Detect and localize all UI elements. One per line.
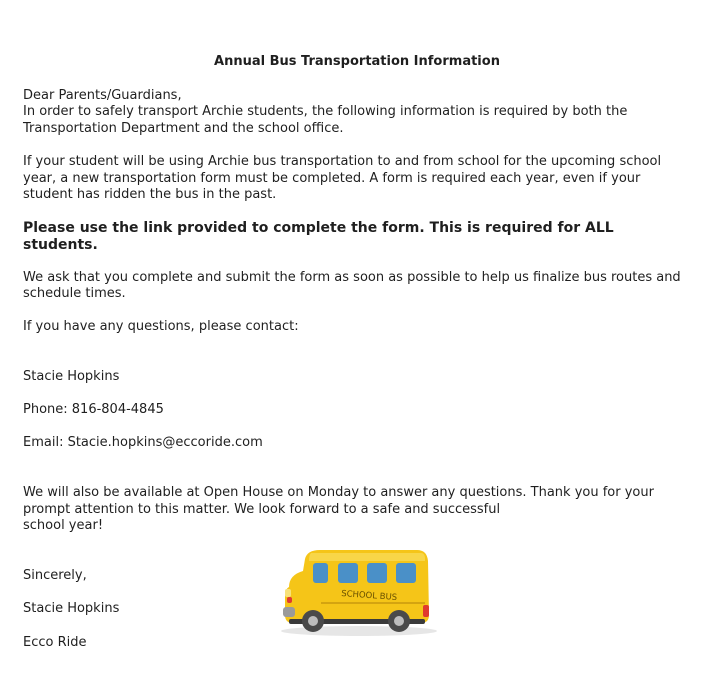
bus-window xyxy=(313,563,328,583)
emphasis-paragraph: Please use the link provided to complete the form. This is required for ALL students. xyxy=(23,220,614,253)
contact-phone: Phone: 816-804-4845 xyxy=(23,402,164,418)
closing: Sincerely, xyxy=(23,568,87,584)
bus-window xyxy=(367,563,387,583)
submit-paragraph: We ask that you complete and submit the form as soon as possible to help us finalize bus routes and schedule times. xyxy=(23,269,681,302)
requirement-paragraph: If your student will be using Archie bus transportation to and from school for the upcoming school year, a new transportation form must be completed. A form is required each year, even if your student has ridden the bus in the past. xyxy=(23,153,662,203)
bus-window xyxy=(396,563,416,583)
open-house-paragraph: We will also be available at Open House on Monday to answer any questions. Thank you for your prompt attention to this matter. We look forward to a safe and successful school year! xyxy=(23,485,654,534)
signature-org: Ecco Ride xyxy=(23,634,87,650)
bus-tail-light xyxy=(423,605,429,617)
contact-email: Email: Stacie.hopkins@eccoride.com xyxy=(23,435,263,451)
school-bus-icon xyxy=(275,545,440,640)
greeting-paragraph: Dear Parents/Guardians, In order to safely transport Archie students, the following information is required by both the Transportation Department and the school office. xyxy=(23,87,628,136)
bus-label: SCHOOL BUS xyxy=(340,589,398,603)
contact-name: Stacie Hopkins xyxy=(23,369,120,385)
contact-block xyxy=(23,353,683,469)
letter-title: Annual Bus Transportation Information xyxy=(214,54,500,69)
contact-intro: If you have any questions, please contact: xyxy=(23,319,299,335)
signature-name: Stacie Hopkins xyxy=(23,601,120,617)
bus-window xyxy=(338,563,358,583)
